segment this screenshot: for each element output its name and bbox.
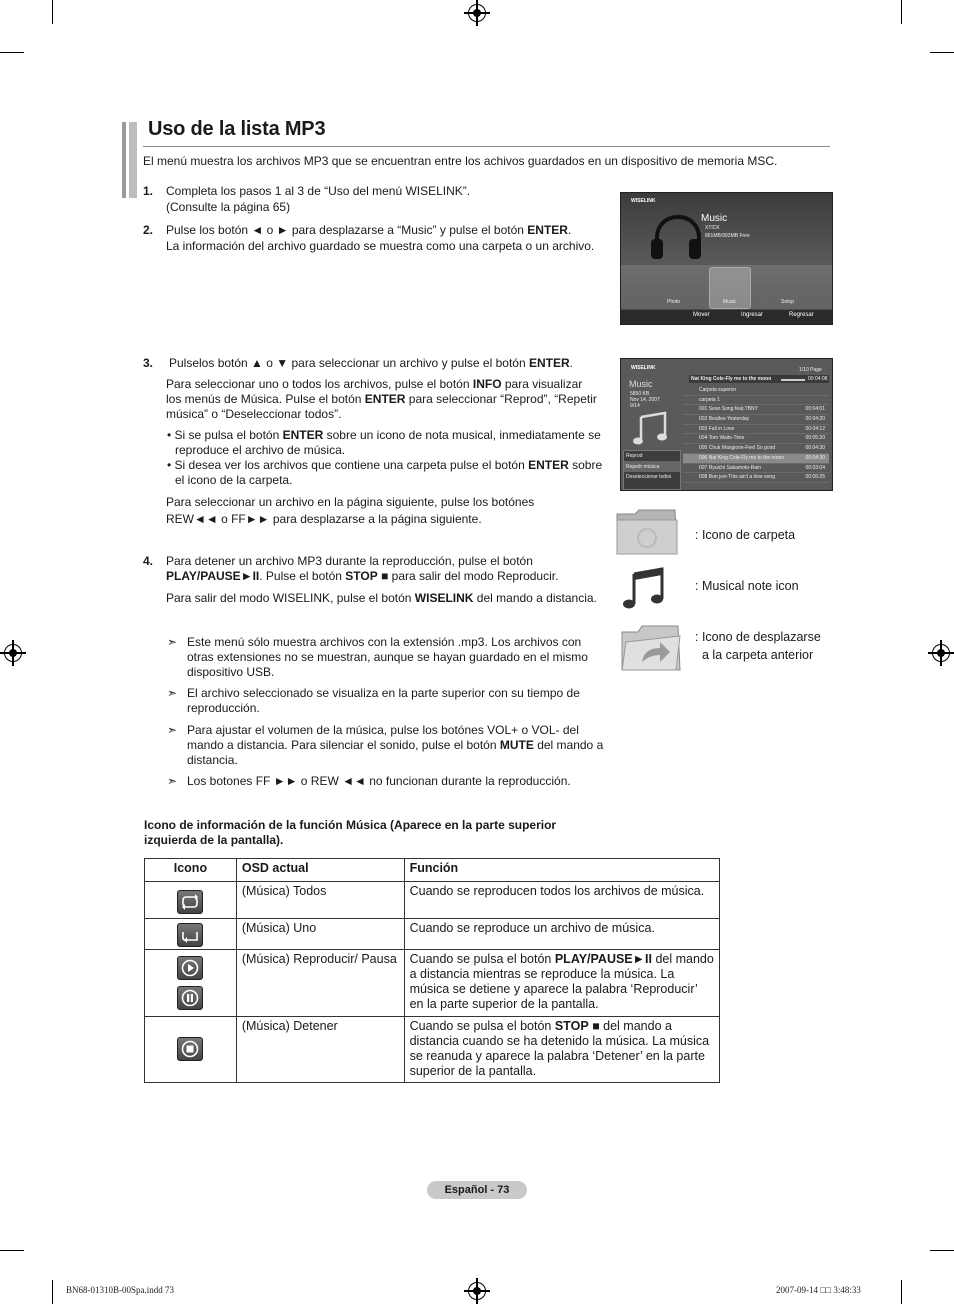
table-cell-osd: (Música) Reproducir/ Pausa (236, 950, 404, 1017)
text-run: mando a distancia. Para silenciar el sonido, pulse el botón (187, 738, 500, 752)
crop-mark (52, 1280, 53, 1304)
table-row (145, 1017, 720, 1083)
list-item-name: 004 Tom Waits-Time (699, 435, 745, 442)
step-3-info (166, 377, 606, 422)
list-item[interactable] (683, 464, 829, 474)
list-item-name: 008 Bon jovi-This ain't a love song (699, 474, 775, 481)
list-item-time: 00:04:20 (805, 416, 825, 423)
table-header-row (145, 859, 720, 882)
button-name: WISELINK (414, 591, 474, 605)
wiselink-main-screen (620, 192, 833, 325)
table-cell-osd: (Música) Uno (236, 919, 404, 950)
list-item[interactable] (683, 425, 829, 435)
note-3 (187, 723, 617, 768)
table-cell-function: Cuando se reproduce un archivo de música. (404, 919, 719, 950)
text-run: para visualizar (501, 377, 583, 391)
page-number-badge: Español - 73 (427, 1181, 527, 1199)
text-run: música” o “Deseleccionar todos”. (166, 407, 342, 421)
legend-folder-label: : Icono de carpeta (695, 528, 796, 542)
crop-mark (901, 1280, 902, 1304)
list-item-name: 005 Chuk Mangione-Feel So good (699, 445, 776, 452)
menu-option-deselect[interactable]: Deseleccionar todos (626, 474, 672, 480)
crop-mark (52, 0, 53, 24)
text-run: . (569, 356, 573, 370)
text-run: distancia. (187, 753, 238, 767)
text-run: Pulselos botón ▲ o ▼ para seleccionar un archivo y pulse el botón (169, 356, 529, 370)
title-rule (143, 146, 830, 147)
table-cell-icon (145, 1017, 237, 1083)
list-item-time: 00:05:20 (805, 435, 825, 442)
note-arrow-icon: ➣ (167, 723, 178, 737)
footer-timestamp: 2007-09-14 □□ 3:48:33 (776, 1285, 861, 1295)
now-playing-title: Nat King Cole-Fly me to the moon (691, 376, 772, 382)
text-run: Pulse los botón ◄ o ► para desplazarse a “Music” y pulse el botón (166, 223, 528, 237)
text-run: Para seleccionar uno o todos los archivos, pulse el botón (166, 377, 473, 391)
step-text-line: Completa los pasos 1 al 3 de “Uso del menú WISELINK”. (166, 184, 471, 198)
button-name: ENTER (364, 392, 406, 406)
step-number: 1. (143, 184, 154, 198)
text-run: • Si desea ver los archivos que contiene una carpeta pulse el botón (167, 458, 529, 472)
button-name: ENTER (282, 428, 324, 442)
button-name: MUTE (499, 738, 534, 752)
headphones-icon (689, 239, 701, 259)
stop-icon (177, 1037, 203, 1061)
list-item-name: 001 Sean Song feat.TBNY (699, 406, 758, 413)
text-run: . Pulse el botón (259, 569, 346, 583)
step-2-text (166, 223, 594, 254)
note-arrow-icon: ➣ (167, 635, 178, 649)
text-run: Para ajustar el volumen de la música, pulse los botónes VOL+ o VOL- del (187, 723, 579, 737)
text-run: Este menú sólo muestra archivos con la extensión .mp3. Los archivos con (187, 635, 582, 649)
text-run: Cuando se pulsa el botón (409, 1019, 555, 1033)
folder-icon (615, 508, 679, 556)
text-run: izquierda de la pantalla). (144, 833, 284, 847)
note-2 (187, 686, 617, 716)
text-run: Para salir del modo WISELINK, pulse el botón (166, 591, 415, 605)
button-name: ENTER (528, 356, 570, 370)
list-item-selected[interactable] (683, 454, 829, 464)
registration-mark-icon (4, 644, 22, 662)
device-name: XTICK (705, 225, 720, 231)
file-size: 5850 KB (630, 391, 650, 397)
menu-item-music[interactable]: Music (723, 299, 737, 305)
legend-up-label: : Icono de desplazarse (695, 630, 821, 644)
text-run: ■ del mando a distancia cuando se ha detenido la música. La música se reanuda y aparece la palabra ‘Detener’ en la parte superior de la pantalla. (409, 1019, 710, 1078)
button-name: ENTER (527, 223, 568, 237)
registration-mark-icon (468, 1282, 486, 1300)
menu-option-play[interactable]: Reprod (624, 451, 680, 462)
note-1 (187, 635, 617, 680)
button-name: ENTER (528, 458, 569, 472)
registration-mark-icon (468, 4, 486, 22)
table-cell-osd: (Música) Detener (236, 1017, 404, 1083)
step-number: 3. (143, 356, 154, 370)
title-accent-bar (122, 122, 126, 198)
musical-note-icon (622, 566, 666, 610)
musical-note-icon (633, 411, 671, 445)
music-info-table (144, 858, 720, 1083)
list-item-time: 00:04:12 (805, 425, 825, 432)
button-name: STOP (345, 569, 378, 583)
table-cell-osd: (Música) Todos (236, 882, 404, 919)
button-name: INFO (472, 377, 502, 391)
button-name: PLAY/PAUSE►II (166, 569, 260, 583)
text-run: el icono de la carpeta. (175, 473, 293, 487)
folder-up-icon (620, 622, 682, 672)
list-item[interactable] (683, 415, 829, 425)
crop-mark (930, 52, 954, 53)
text-run: del mando a distancia mientras se reproduce la música. La música se detiene y aparece la palabra ‘Reproducir’ en la parte superior de la pantalla. (409, 952, 714, 1011)
intro-text: El menú muestra los archivos MP3 que se encuentran entre los achivos guardados en un dispositivo de memoria MSC. (143, 154, 778, 168)
table-header: Icono (145, 859, 237, 882)
file-index: 9/14 (630, 403, 640, 409)
crop-mark (0, 52, 24, 53)
progress-bar (781, 379, 805, 381)
menu-option-repeat[interactable]: Repetir música (624, 462, 680, 472)
wiselink-logo: WISELINK (631, 365, 656, 371)
music-list-screen (620, 358, 833, 491)
text-run: . (567, 223, 572, 237)
footer-file: BN68-01310B-00Spa.indd 73 (66, 1285, 174, 1295)
list-item[interactable] (683, 473, 829, 483)
pause-icon (177, 986, 203, 1010)
text-run: del mando a (533, 738, 604, 752)
table-caption (144, 818, 556, 848)
list-item[interactable] (683, 434, 829, 444)
page-indicator: 1/10 Page (799, 367, 822, 373)
text-run: dispositivo USB. (187, 665, 275, 679)
list-item-time: 00:03:04 (805, 464, 825, 471)
text-run: Para detener un archivo MP3 durante la reproducción, pulse el botón (166, 554, 533, 568)
note-arrow-icon: ➣ (167, 774, 178, 788)
table-cell-icon (145, 882, 237, 919)
headphones-icon (651, 239, 663, 259)
list-item-name: 006 Nat King Cole-Fly me to the moon (699, 454, 785, 461)
nav-return: Regresar (789, 312, 814, 318)
list-item-time: 00:04:30 (805, 454, 825, 461)
table-header: Función (404, 859, 719, 882)
text-run: Icono de información de la función Música (Aparece en la parte superior (144, 818, 557, 832)
step-number: 4. (143, 554, 154, 568)
text-run: sobre un icono de nota musical, inmediatamente se (323, 428, 601, 442)
text-run: El archivo seleccionado se visualiza en la parte superior con su tiempo de (187, 686, 580, 700)
button-name: PLAY/PAUSE►II (554, 952, 652, 966)
legend-up-label: a la carpeta anterior (702, 648, 814, 662)
note-arrow-icon: ➣ (167, 686, 178, 700)
step-3-page (166, 494, 606, 528)
list-item-name: 003 Fall in Love (699, 425, 735, 432)
music-options-menu (623, 450, 681, 490)
file-date: Nov 14, 2007 (630, 397, 660, 403)
step-4-text (166, 554, 606, 584)
crop-mark (0, 1250, 24, 1251)
table-cell-function (404, 950, 719, 1017)
table-row (145, 882, 720, 919)
file-list (683, 386, 829, 483)
nav-move: Mover (693, 312, 710, 318)
text-run: los menús de Música. Pulse el botón (166, 392, 365, 406)
list-item-time: 00:04:01 (805, 406, 825, 413)
repeat-all-icon (177, 890, 203, 914)
text-run: Cuando se pulsa el botón (409, 952, 555, 966)
list-item-time: 00:05:25 (805, 474, 825, 481)
table-cell-function (404, 1017, 719, 1083)
table-cell-function: Cuando se reproducen todos los archivos de música. (404, 882, 719, 919)
step-1-text (166, 184, 470, 215)
crop-mark (930, 1250, 954, 1251)
list-item-time: 00:04:30 (805, 445, 825, 452)
text-run: sobre (568, 458, 603, 472)
title-accent-bar (129, 122, 137, 198)
list-item[interactable] (683, 396, 829, 406)
step-number: 2. (143, 223, 154, 237)
step-text-line: (Consulte la página 65) (166, 200, 291, 214)
menu-item-setup[interactable]: Setup (781, 299, 795, 305)
note-4: Los botones FF ►► o REW ◄◄ no funcionan durante la reproducción. (187, 774, 571, 788)
registration-mark-icon (932, 644, 950, 662)
play-icon (177, 956, 203, 980)
text-run: del mando a distancia. (473, 591, 597, 605)
list-item[interactable] (683, 444, 829, 454)
list-item[interactable] (683, 405, 829, 415)
repeat-one-icon (177, 923, 203, 947)
page-title: Uso de la lista MP3 (148, 118, 326, 140)
step-4-exit (166, 591, 597, 606)
text-run: Para seleccionar un archivo en la página siguiente, pulse los botónes (166, 495, 535, 509)
list-item-name: carpeta 1 (699, 396, 720, 403)
menu-item-photo[interactable]: Photo (667, 299, 681, 305)
table-cell-icon (145, 919, 237, 950)
list-item[interactable] (683, 386, 829, 396)
legend-note-label: : Musical note icon (695, 579, 799, 593)
list-item-name: Carpeta superior (699, 387, 737, 393)
device-space: 861MB/993MB Free (705, 233, 750, 239)
list-item-name: 007 Ryuichi Sakamoto-Rain (699, 464, 761, 471)
screen-heading: Music (701, 213, 728, 224)
text-run: para seleccionar “Reprod”, “Repetir (405, 392, 597, 406)
step-3-text (169, 356, 573, 371)
table-cell-icon (145, 950, 237, 1017)
table-row (145, 950, 720, 1017)
text-run: • Si se pulsa el botón (167, 428, 283, 442)
step-3-bullets (167, 428, 607, 488)
table-row (145, 919, 720, 950)
step-text-line: La información del archivo guardado se muestra como una carpeta o un archivo. (166, 239, 595, 253)
wiselink-logo: WISELINK (631, 198, 656, 204)
text-run: otras extensiones no se muestran, aunque se hayan guardado en el mismo (187, 650, 588, 664)
text-run: reproducción. (187, 701, 260, 715)
screen-heading: Music (629, 379, 653, 389)
nav-enter: Ingresar (741, 312, 764, 318)
now-playing-time: 00:04:08 (808, 376, 828, 382)
text-run: ■ para salir del modo Reproducir. (377, 569, 559, 583)
text-run: reproduce el archivo de música. (175, 443, 346, 457)
crop-mark (901, 0, 902, 24)
text-run: REW◄◄ o FF►► para desplazarse a la página siguiente. (166, 512, 482, 526)
list-item-name: 002 Beatles-Yesterday (699, 416, 750, 423)
table-header: OSD actual (236, 859, 404, 882)
button-name: STOP (554, 1019, 589, 1033)
